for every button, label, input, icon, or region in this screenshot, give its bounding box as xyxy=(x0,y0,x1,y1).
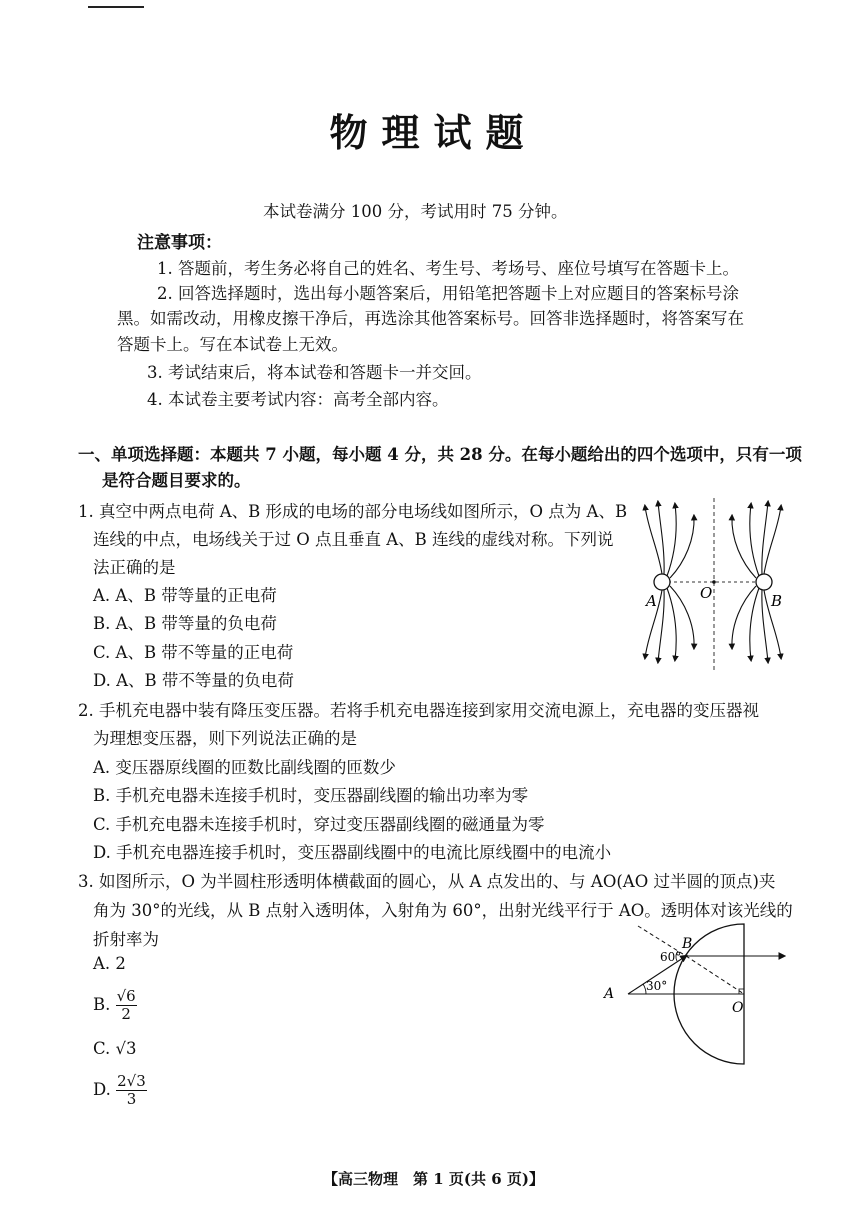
page-footer: 【高三物理 第 1 页(共 6 页)】 xyxy=(323,1170,544,1188)
q1-option-d: D. A、B 带不等量的负电荷 xyxy=(93,671,294,690)
q2-option-b: B. 手机充电器未连接手机时，变压器副线圈的输出功率为零 xyxy=(93,786,529,805)
q1-option-c: C. A、B 带不等量的正电荷 xyxy=(93,643,294,662)
q1-option-a: A. A、B 带等量的正电荷 xyxy=(93,586,277,605)
note-4: 4. 本试卷主要考试内容：高考全部内容。 xyxy=(147,390,449,409)
q3-option-d xyxy=(93,1073,147,1108)
q3-optics-figure xyxy=(598,920,790,1068)
note-2-line-2: 黑。如需改动，用橡皮擦干净后，再选涂其他答案标号。回答非选择题时，将答案写在 xyxy=(117,309,744,328)
charge-a xyxy=(654,574,670,590)
q3-option-d-fraction xyxy=(116,1073,147,1108)
top-rule xyxy=(88,6,144,8)
label-angle-30: 30° xyxy=(646,979,668,993)
q3-option-b-prefix: B. xyxy=(93,995,111,1014)
q3-option-b xyxy=(93,988,137,1023)
fraction-numerator: 2√3 xyxy=(117,1072,146,1090)
q1-option-b: B. A、B 带等量的负电荷 xyxy=(93,614,277,633)
q1-stem-line-1: 1. 真空中两点电荷 A、B 形成的电场的部分电场线如图所示，O 点为 A、B xyxy=(78,502,628,521)
notes-heading: 注意事项： xyxy=(137,233,222,253)
point-o xyxy=(712,580,716,584)
section-1-heading-line-1: 一、单项选择题：本题共 7 小题，每小题 4 分，共 28 分。在每小题给出的四个选项中，只有一项 xyxy=(78,445,802,464)
fraction-denominator: 2 xyxy=(121,1005,131,1023)
section-1-heading-line-2: 是符合题目要求的。 xyxy=(102,471,251,490)
fraction-numerator: √6 xyxy=(116,987,136,1005)
label-b: B xyxy=(771,592,783,610)
q3-option-b-fraction xyxy=(116,988,137,1023)
q3-stem-line-2: 角为 30°的光线，从 B 点射入透明体，入射角为 60°，出射光线平行于 AO。透明体对该光线的 xyxy=(93,901,793,920)
note-3: 3. 考试结束后，将本试卷和答题卡一并交回。 xyxy=(147,363,482,382)
label-b: B xyxy=(682,936,693,952)
q2-option-a: A. 变压器原线圈的匝数比副线圈的匝数少 xyxy=(93,758,396,777)
q2-stem-line-2: 为理想变压器，则下列说法正确的是 xyxy=(93,729,357,748)
q3-option-a: A. 2 xyxy=(93,954,126,973)
normal-line xyxy=(686,956,744,994)
q3-option-d-prefix: D. xyxy=(93,1080,111,1099)
q3-stem-line-1: 3. 如图所示，O 为半圆柱形透明体横截面的圆心，从 A 点发出的、与 AO(AO 过半圆的顶点)夹 xyxy=(78,872,776,891)
label-o: O xyxy=(732,1000,744,1016)
note-2-line-1: 2. 回答选择题时，选出每小题答案后，用铅笔把答题卡上对应题目的答案标号涂 xyxy=(157,284,739,303)
q1-stem-line-2: 连线的中点，电场线关于过 O 点且垂直 A、B 连线的虚线对称。下列说 xyxy=(93,530,614,549)
label-o: O xyxy=(700,584,713,602)
q1-stem-line-3: 法正确的是 xyxy=(93,558,176,577)
label-a: A xyxy=(646,592,657,610)
label-angle-60: 60° xyxy=(660,950,682,964)
q3-option-c: C. √3 xyxy=(93,1039,137,1058)
page-title: 物理试题 xyxy=(329,110,538,155)
note-1: 1. 答题前，考生务必将自己的姓名、考生号、考场号、座位号填写在答题卡上。 xyxy=(157,259,739,278)
q2-option-c: C. 手机充电器未连接手机时，穿过变压器副线圈的磁通量为零 xyxy=(93,815,545,834)
exam-intro: 本试卷满分 100 分，考试用时 75 分钟。 xyxy=(263,202,568,221)
note-2-line-3: 答题卡上。写在本试卷上无效。 xyxy=(117,335,348,354)
charge-b xyxy=(756,574,772,590)
q3-stem-line-3: 折射率为 xyxy=(93,930,159,949)
q2-option-d: D. 手机充电器连接手机时，变压器副线圈中的电流比原线圈中的电流小 xyxy=(93,843,612,862)
q1-field-line-figure xyxy=(640,494,790,672)
label-a: A xyxy=(604,986,615,1002)
q2-stem-line-1: 2. 手机充电器中装有降压变压器。若将手机充电器连接到家用交流电源上，充电器的变压器视 xyxy=(78,701,759,720)
fraction-denominator: 3 xyxy=(126,1090,137,1108)
